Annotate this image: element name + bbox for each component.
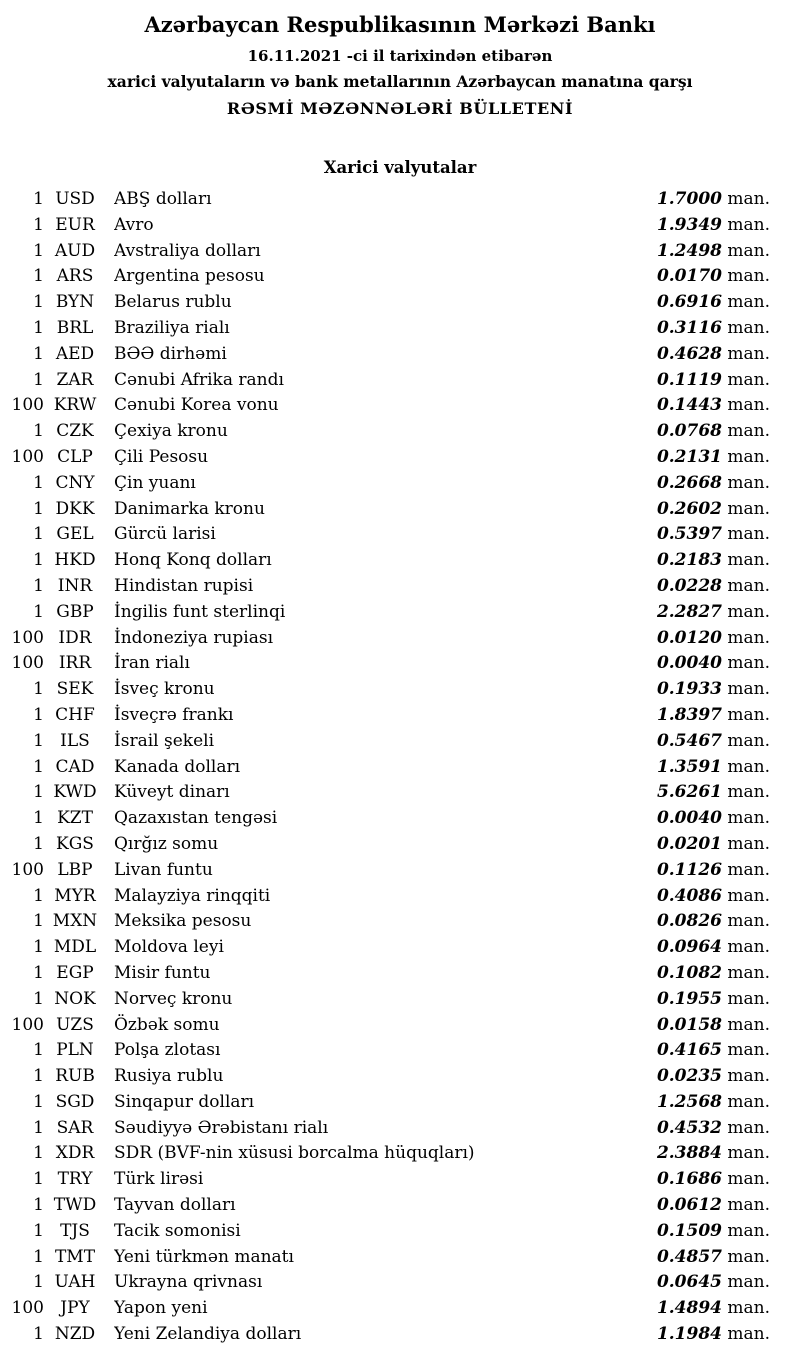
currency-name: Qırğız somu (114, 833, 219, 854)
exchange-rate: 1.3591 (656, 756, 722, 777)
currency-code: UAH (54, 1272, 96, 1293)
unit-label: man. (727, 343, 770, 364)
unit-label: man. (727, 988, 770, 1009)
currency-row (10, 677, 770, 703)
currency-name: Səudiyyə Ərəbistanı rialı (114, 1117, 329, 1138)
currency-quantity: 1 (33, 679, 44, 700)
currency-quantity: 1 (33, 421, 44, 442)
currency-rates-table (0, 187, 800, 1348)
currency-code: USD (55, 189, 95, 209)
currency-code: TMT (54, 1246, 96, 1267)
unit-label: man. (727, 885, 770, 906)
currency-name: İndoneziya rupiası (114, 627, 274, 648)
currency-name: Sinqapur dolları (114, 1091, 255, 1112)
currency-quantity: 1 (33, 885, 44, 906)
currency-name: Gürcü larisi (114, 524, 216, 545)
exchange-rate: 0.1082 (656, 962, 722, 983)
exchange-rate: 0.4628 (656, 343, 722, 364)
exchange-rate: 0.6916 (656, 292, 722, 313)
currency-code: JPY (60, 1298, 90, 1319)
exchange-rate: 1.4894 (656, 1298, 722, 1319)
currency-quantity: 1 (33, 292, 44, 313)
currency-name: Qazaxıstan tengəsi (114, 808, 278, 829)
exchange-rate: 2.3884 (656, 1143, 722, 1164)
currency-row (10, 445, 770, 471)
currency-row (10, 961, 770, 987)
currency-row (10, 419, 770, 445)
exchange-rate: 0.0040 (656, 808, 722, 829)
currency-quantity: 100 (11, 395, 44, 416)
currency-name: İsrail şekeli (114, 730, 214, 751)
currency-row (10, 1296, 770, 1322)
currency-code: AUD (54, 240, 96, 261)
currency-row (10, 1219, 770, 1245)
exchange-rate: 0.0228 (656, 575, 722, 596)
currency-row (10, 1322, 770, 1348)
currency-row (10, 316, 770, 342)
currency-row (10, 832, 770, 858)
currency-name: Braziliya rialı (114, 317, 230, 338)
unit-label: man. (727, 1246, 770, 1267)
currency-code: SEK (56, 679, 94, 700)
currency-code: NOK (54, 988, 96, 1009)
currency-name: Türk lirəsi (114, 1169, 204, 1190)
currency-name: Yeni Zelandiya dolları (114, 1324, 302, 1345)
currency-row (10, 264, 770, 290)
bank-title: Azərbaycan Respublikasının Mərkəzi Bankı (144, 12, 656, 37)
currency-name: SDR (BVF-nin xüsusi borcalma hüquqları) (114, 1143, 475, 1164)
currency-row (10, 187, 770, 213)
exchange-rate: 0.2668 (656, 472, 722, 493)
currency-name: Yapon yeni (114, 1298, 208, 1319)
currency-code: SAR (56, 1117, 94, 1138)
currency-quantity: 1 (33, 601, 44, 622)
currency-quantity: 1 (33, 472, 44, 493)
currency-row (10, 909, 770, 935)
currency-name: Polşa zlotası (114, 1040, 221, 1061)
currency-name: Danimarka kronu (114, 498, 265, 519)
currency-quantity: 1 (33, 575, 44, 596)
unit-label: man. (727, 1220, 770, 1241)
exchange-rate: 0.1126 (656, 859, 722, 880)
currency-name: Meksika pesosu (114, 911, 252, 932)
currency-code: CLP (57, 446, 93, 467)
currency-quantity: 1 (33, 1169, 44, 1190)
currency-quantity: 1 (33, 343, 44, 364)
currency-name: Yeni türkmən manatı (114, 1246, 294, 1267)
currency-code: MXN (52, 911, 98, 932)
unit-label: man. (727, 1014, 770, 1035)
unit-label: man. (727, 601, 770, 622)
currency-name: Malayziya rinqqiti (114, 885, 271, 906)
currency-name: Argentina pesosu (114, 266, 265, 287)
currency-code: KRW (53, 395, 97, 416)
currency-name: Tacik somonisi (114, 1220, 241, 1241)
currency-code: INR (57, 575, 93, 596)
exchange-rate: 5.6261 (656, 782, 722, 803)
currency-row (10, 884, 770, 910)
currency-code: KWD (53, 782, 97, 803)
bulletin-header (0, 12, 800, 118)
unit-label: man. (727, 911, 770, 932)
unit-label: man. (727, 653, 770, 674)
currency-code: XDR (55, 1143, 95, 1164)
currency-name: ABŞ dolları (114, 189, 212, 209)
currency-quantity: 1 (33, 1220, 44, 1241)
exchange-rate: 1.8397 (656, 704, 722, 725)
unit-label: man. (727, 498, 770, 519)
currency-code: CZK (56, 421, 94, 442)
exchange-rate: 0.0201 (656, 833, 722, 854)
currency-name: Norveç kronu (114, 988, 233, 1009)
currency-quantity: 1 (33, 1117, 44, 1138)
currency-name: Avstraliya dolları (114, 240, 261, 261)
exchange-rate: 0.0826 (656, 911, 722, 932)
currency-code: UZS (56, 1014, 94, 1035)
unit-label: man. (727, 1091, 770, 1112)
effective-date-line: 16.11.2021 -ci il tarixindən etibarən (247, 47, 553, 65)
exchange-rate: 0.2131 (656, 446, 722, 467)
unit-label: man. (727, 292, 770, 313)
currency-code: NZD (54, 1324, 96, 1345)
currency-row (10, 1270, 770, 1296)
currency-row (10, 342, 770, 368)
currency-quantity: 100 (11, 1298, 44, 1319)
currency-row (10, 626, 770, 652)
exchange-rate: 0.2602 (656, 498, 722, 519)
currency-code: TWD (53, 1195, 97, 1216)
exchange-rate: 0.0040 (656, 653, 722, 674)
currency-code: RUB (55, 1066, 95, 1087)
currency-row (10, 471, 770, 497)
currency-row (10, 522, 770, 548)
currency-name: Belarus rublu (114, 292, 232, 313)
currency-quantity: 1 (33, 1246, 44, 1267)
currency-name: Çin yuanı (114, 472, 196, 493)
currency-code: KZT (57, 808, 93, 829)
currency-name: Ukrayna qrivnası (114, 1272, 263, 1293)
currency-quantity: 1 (33, 988, 44, 1009)
currency-quantity: 100 (11, 1014, 44, 1035)
currency-name: Misir funtu (114, 962, 211, 983)
unit-label: man. (727, 446, 770, 467)
unit-label: man. (727, 189, 770, 209)
exchange-rate: 1.2568 (656, 1091, 722, 1112)
currency-code: ZAR (56, 369, 94, 390)
currency-code: AED (55, 343, 95, 364)
currency-quantity: 1 (33, 1272, 44, 1293)
currency-quantity: 1 (33, 317, 44, 338)
exchange-rate: 0.0158 (656, 1014, 722, 1035)
currency-row (10, 651, 770, 677)
exchange-rate: 0.0612 (656, 1195, 722, 1216)
unit-label: man. (727, 1040, 770, 1061)
currency-quantity: 1 (33, 1091, 44, 1112)
currency-quantity: 1 (33, 937, 44, 958)
unit-label: man. (727, 1298, 770, 1319)
currency-name: Cənubi Afrika randı (114, 369, 284, 390)
unit-label: man. (727, 730, 770, 751)
exchange-rate: 0.4086 (656, 885, 722, 906)
currency-code: GBP (56, 601, 94, 622)
currency-quantity: 1 (33, 369, 44, 390)
exchange-rate: 0.0120 (656, 627, 722, 648)
currency-name: Cənubi Korea vonu (114, 395, 279, 416)
unit-label: man. (727, 962, 770, 983)
currency-quantity: 100 (11, 446, 44, 467)
currency-row (10, 497, 770, 523)
currency-row (10, 368, 770, 394)
currency-quantity: 1 (33, 833, 44, 854)
unit-label: man. (727, 833, 770, 854)
currency-code: LBP (57, 859, 93, 880)
currency-code: ILS (60, 730, 90, 751)
unit-label: man. (727, 1324, 770, 1345)
currency-name: Kanada dolları (114, 756, 241, 777)
currency-row (10, 935, 770, 961)
unit-label: man. (727, 550, 770, 571)
currency-row (10, 703, 770, 729)
currency-quantity: 1 (33, 730, 44, 751)
currency-code: EUR (55, 214, 95, 235)
currency-quantity: 1 (33, 808, 44, 829)
unit-label: man. (727, 808, 770, 829)
currency-quantity: 1 (33, 1143, 44, 1164)
currency-name: Hindistan rupisi (114, 575, 254, 596)
currency-row (10, 600, 770, 626)
currency-code: SGD (55, 1091, 95, 1112)
currency-code: EGP (56, 962, 94, 983)
exchange-rate: 0.0768 (656, 421, 722, 442)
exchange-rate: 1.9349 (656, 214, 722, 235)
unit-label: man. (727, 782, 770, 803)
unit-label: man. (727, 524, 770, 545)
currency-row (10, 239, 770, 265)
exchange-rate: 0.4165 (656, 1040, 722, 1061)
currency-row (10, 729, 770, 755)
unit-label: man. (727, 317, 770, 338)
unit-label: man. (727, 627, 770, 648)
unit-label: man. (727, 1066, 770, 1087)
currency-code: IRR (58, 653, 92, 674)
currency-name: İran rialı (114, 653, 190, 674)
subject-line: xarici valyutaların və bank metallarının Azərbaycan manatına qarşı (107, 72, 693, 91)
unit-label: man. (727, 395, 770, 416)
currency-quantity: 1 (33, 704, 44, 725)
currency-code: KGS (56, 833, 94, 854)
unit-label: man. (727, 214, 770, 235)
unit-label: man. (727, 704, 770, 725)
currency-code: DKK (55, 498, 95, 519)
exchange-rate: 0.1119 (656, 369, 722, 390)
currency-quantity: 1 (33, 756, 44, 777)
unit-label: man. (727, 1143, 770, 1164)
unit-label: man. (727, 421, 770, 442)
currency-name: Avro (114, 214, 154, 235)
currency-row (10, 213, 770, 239)
currency-row (10, 858, 770, 884)
exchange-rate: 1.1984 (656, 1324, 722, 1345)
currency-row (10, 806, 770, 832)
currency-name: Honq Konq dolları (114, 550, 272, 571)
exchange-rate: 0.1933 (656, 679, 722, 700)
currency-name: BƏƏ dirhəmi (114, 343, 227, 364)
exchange-rate: 0.1509 (656, 1220, 722, 1241)
exchange-rate: 0.1955 (656, 988, 722, 1009)
currency-row (10, 574, 770, 600)
currency-code: MDL (53, 937, 97, 958)
currency-quantity: 1 (33, 266, 44, 287)
unit-label: man. (727, 859, 770, 880)
exchange-rate: 0.5397 (656, 524, 722, 545)
unit-label: man. (727, 1272, 770, 1293)
exchange-rate: 0.0170 (656, 266, 722, 287)
unit-label: man. (727, 679, 770, 700)
currency-name: Moldova leyi (114, 937, 224, 958)
currency-quantity: 1 (33, 911, 44, 932)
currency-name: Çili Pesosu (114, 446, 209, 467)
currency-quantity: 1 (33, 240, 44, 261)
unit-label: man. (727, 756, 770, 777)
currency-name: İngilis funt sterlinqi (114, 601, 286, 622)
exchange-rate: 0.2183 (656, 550, 722, 571)
currency-quantity: 1 (33, 1324, 44, 1345)
currency-quantity: 1 (33, 550, 44, 571)
currency-quantity: 1 (33, 524, 44, 545)
currency-code: PLN (56, 1040, 94, 1061)
currency-code: IDR (58, 627, 92, 648)
currency-row (10, 1245, 770, 1271)
exchange-rate: 0.1443 (656, 395, 722, 416)
currency-name: Özbək somu (114, 1014, 220, 1035)
currency-row (10, 1116, 770, 1142)
exchange-rate: 0.4857 (656, 1246, 722, 1267)
exchange-rate: 0.3116 (656, 317, 722, 338)
currency-quantity: 100 (11, 859, 44, 880)
unit-label: man. (727, 1169, 770, 1190)
currency-name: İsveç kronu (114, 679, 215, 700)
unit-label: man. (727, 1117, 770, 1138)
currency-row (10, 1038, 770, 1064)
currency-quantity: 1 (33, 1040, 44, 1061)
currency-row (10, 1193, 770, 1219)
exchange-rate: 0.1686 (656, 1169, 722, 1190)
currency-code: CHF (55, 704, 95, 725)
currency-name: Küveyt dinarı (114, 782, 230, 803)
currency-code: BYN (55, 292, 95, 313)
currency-row (10, 548, 770, 574)
bulletin-title: RƏSMİ MƏZƏNNƏLƏRİ BÜLLETENİ (226, 99, 574, 118)
unit-label: man. (727, 1195, 770, 1216)
exchange-rate: 0.5467 (656, 730, 722, 751)
currency-code: ARS (56, 266, 94, 287)
currency-code: GEL (56, 524, 94, 545)
currency-quantity: 1 (33, 189, 44, 209)
unit-label: man. (727, 266, 770, 287)
currency-quantity: 1 (33, 1066, 44, 1087)
currency-code: CNY (55, 472, 95, 493)
exchange-rate: 1.7000 (656, 189, 722, 209)
currency-row (10, 393, 770, 419)
currency-name: Livan funtu (114, 859, 213, 880)
currency-row (10, 1013, 770, 1039)
currency-quantity: 1 (33, 214, 44, 235)
exchange-rate: 1.2498 (656, 240, 722, 261)
exchange-rate: 2.2827 (656, 601, 722, 622)
currency-quantity: 100 (11, 653, 44, 674)
currency-code: CAD (55, 756, 95, 777)
exchange-rate: 0.0235 (656, 1066, 722, 1087)
currency-quantity: 1 (33, 1195, 44, 1216)
currency-row (10, 987, 770, 1013)
currency-name: İsveçrə frankı (114, 704, 234, 725)
unit-label: man. (727, 240, 770, 261)
currency-name: Rusiya rublu (114, 1066, 224, 1087)
currency-row (10, 755, 770, 781)
exchange-rate: 0.0645 (656, 1272, 722, 1293)
currency-row (10, 290, 770, 316)
currency-name: Çexiya kronu (114, 421, 228, 442)
unit-label: man. (727, 937, 770, 958)
unit-label: man. (727, 575, 770, 596)
currency-row (10, 1167, 770, 1193)
unit-label: man. (727, 369, 770, 390)
currency-quantity: 1 (33, 782, 44, 803)
currency-quantity: 1 (33, 962, 44, 983)
unit-label: man. (727, 472, 770, 493)
currency-quantity: 1 (33, 498, 44, 519)
currency-code: MYR (54, 885, 96, 906)
currency-row (10, 1064, 770, 1090)
currency-row (10, 1141, 770, 1167)
currency-name: Tayvan dolları (114, 1195, 236, 1216)
section-title-foreign-currencies: Xarici valyutalar (323, 158, 477, 177)
exchange-rate: 0.0964 (656, 937, 722, 958)
exchange-rate: 0.4532 (656, 1117, 722, 1138)
currency-row (10, 1090, 770, 1116)
currency-code: HKD (54, 550, 96, 571)
currency-code: TJS (60, 1220, 90, 1241)
currency-quantity: 100 (11, 627, 44, 648)
currency-code: BRL (56, 317, 94, 338)
currency-row (10, 780, 770, 806)
currency-code: TRY (57, 1169, 93, 1190)
